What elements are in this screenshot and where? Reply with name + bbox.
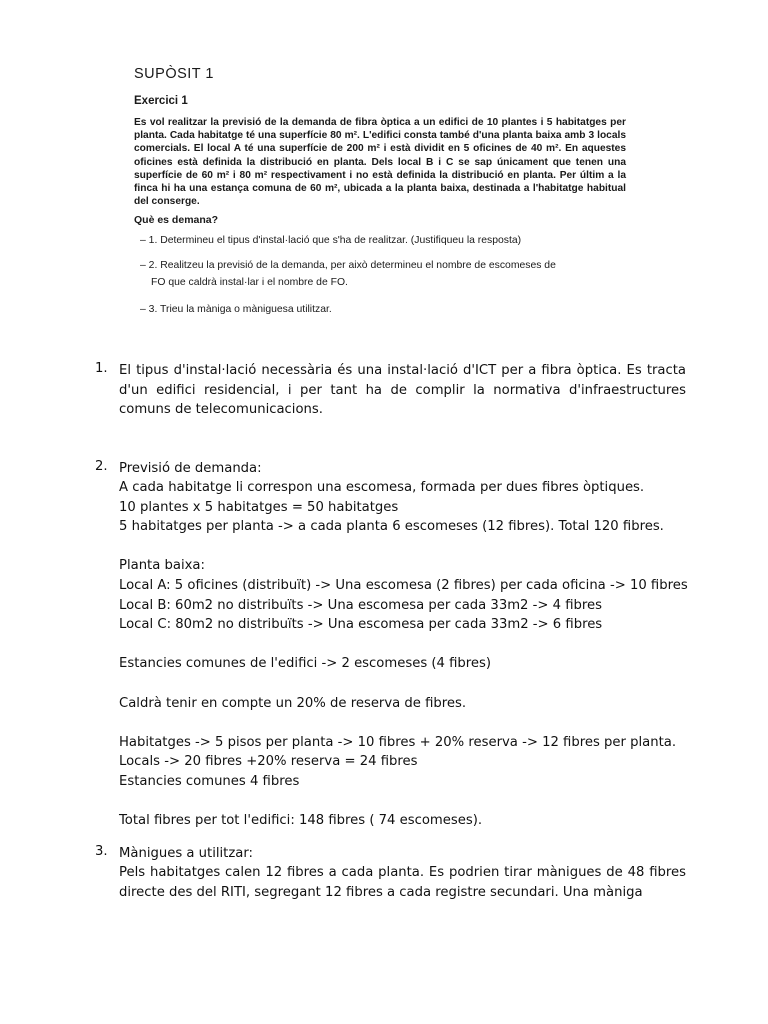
exercise-statement: Es vol realitzar la previsió de la demanda de fibra òptica a un edifici de 10 plantes i 5 habitatges per planta. Cada habitatge té una superfície 80 m². L'edifici consta també d'una planta baixa amb 3 locals comercials. El local A té una superfície de 200 m² i està dividit en 5 oficines de 40 m². En aquestes oficines està definida la distribució en planta. Dels local B i C se sap únicament que tenen una superfície de 60 m² i 80 m² respectivament i no està definida la distribució en planta. Per últim a la finca hi ha una estança comuna de 60 m², ubicada a la planta baixa, destinada a l'habitatge habitual del conserge. [134, 117, 626, 208]
answer-2-line: Estancies comunes 4 fibres [119, 774, 300, 789]
answer-3-number: 3. [95, 843, 108, 859]
answer-1-text: El tipus d'instal·lació necessària és una instal·lació d'ICT per a fibra òptica. Es tracta d'un edifici residencial, i per tant ha de complir la normativa d'infraestructures comuns de telecomunicacions. [119, 363, 686, 417]
question-heading: Què es demana? [134, 214, 219, 227]
answer-2 [95, 459, 686, 831]
question-2-line-2: FO que caldrà instal·lar i el nombre de FO. [151, 277, 348, 289]
answer-2-line: Habitatges -> 5 pisos per planta -> 10 fibres + 20% reserva -> 12 fibres per planta. [119, 734, 677, 750]
answer-1 [95, 361, 686, 420]
answer-2-line: Estancies comunes de l'edifici -> 2 escomeses (4 fibres) [119, 656, 492, 672]
answer-2-line: Total fibres per tot l'edifici: 148 fibres ( 74 escomeses). [119, 813, 483, 829]
answer-2-line: A cada habitatge li correspon una escomesa, formada per dues fibres òptiques. [119, 480, 645, 496]
answer-2-line: Locals -> 20 fibres +20% reserva = 24 fibres [119, 754, 418, 770]
answer-2-line: 5 habitatges per planta -> a cada planta 6 escomeses (12 fibres). Total 120 fibres. [119, 519, 664, 535]
question-2-line-1: – 2. Realitzeu la previsió de la demanda, per això determineu el nombre de escomeses de [140, 260, 556, 272]
answer-3 [95, 844, 686, 903]
answer-2-line: Local C: 80m2 no distribuïts -> Una escomesa per cada 33m2 -> 6 fibres [119, 617, 603, 633]
question-1: – 1. Determineu el tipus d'instal·lació que s'ha de realitzar. (Justifiqueu la resposta) [140, 235, 522, 247]
exercise-title: SUPÒSIT 1 [134, 66, 214, 82]
answer-3-heading: Mànigues a utilitzar: [119, 845, 253, 861]
answer-2-line: Planta baixa: [119, 558, 205, 574]
answer-2-line: Local A: 5 oficines (distribuït) -> Una escomesa (2 fibres) per cada oficina -> 10 fibres [119, 578, 688, 594]
embedded-exercise-image [134, 66, 634, 318]
answer-2-number: 2. [95, 458, 108, 474]
answer-3-text: Pels habitatges calen 12 fibres a cada planta. Es podrien tirar mànigues de 48 fibres directe des del RITI, segregant 12 fibres a cada registre secundari. Una màniga [119, 865, 686, 900]
question-3: – 3. Trieu la màniga o màniguesa utilitzar. [140, 304, 332, 316]
answer-2-line: Caldrà tenir en compte un 20% de reserva de fibres. [119, 695, 467, 711]
answer-2-line: Previsió de demanda: [119, 460, 262, 476]
answers-section [95, 361, 686, 902]
answer-2-line: Local B: 60m2 no distribuïts -> Una escomesa per cada 33m2 -> 4 fibres [119, 597, 603, 613]
answer-2-line: 10 plantes x 5 habitatges = 50 habitatges [119, 499, 399, 515]
answer-1-number: 1. [95, 361, 108, 376]
exercise-number: Exercici 1 [134, 95, 188, 107]
